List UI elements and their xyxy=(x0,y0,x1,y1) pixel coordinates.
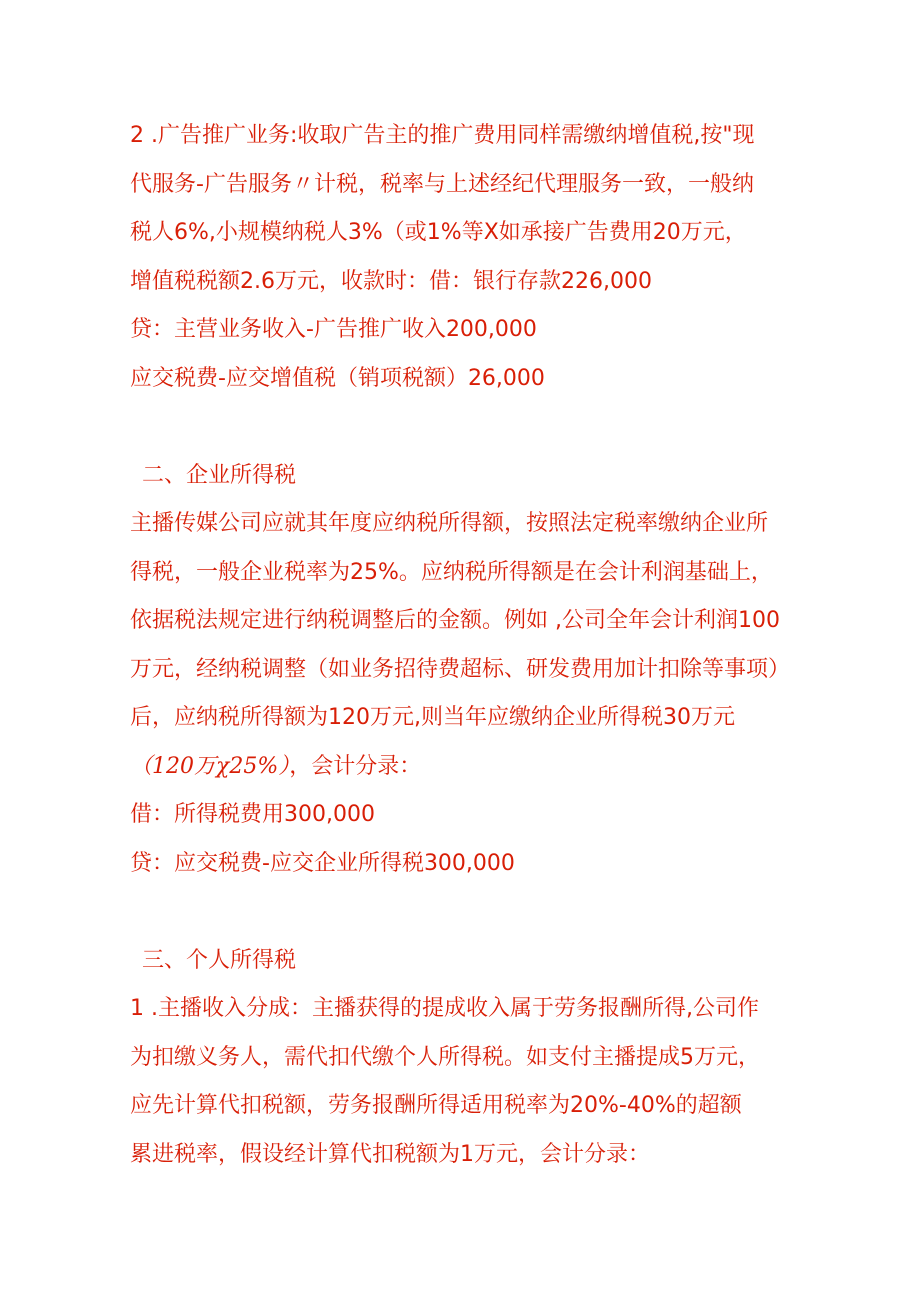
journal-debit-line: 借：所得税费用300,000 xyxy=(130,802,375,827)
paragraph-line: 累进税率，假设经计算代扣税额为1万元，会计分录： xyxy=(130,1141,650,1167)
section-corporate-income-tax xyxy=(130,452,820,889)
paragraph-line: 依据税法规定进行纳税调整后的金额。例如 ,公司全年会计利润100 xyxy=(130,608,780,633)
paragraph-line: 贷：主营业务收入-广告推广收入200,000 xyxy=(130,317,537,342)
paragraph-line: 为扣缴义务人，需代扣代缴个人所得税。如支付主播提成5万元， xyxy=(130,1044,760,1070)
journal-credit-line: 贷：应交税费-应交企业所得税300,000 xyxy=(130,850,515,876)
paragraph-line: 万元，经纳税调整（如业务招待费超标、研发费用加计扣除等事项） xyxy=(130,656,791,682)
spacer xyxy=(130,888,820,937)
paragraph-line: 应先计算代扣税额，劳务报酬所得适用税率为20%-40%的超额 xyxy=(130,1093,742,1118)
paragraph-line: 应交税费-应交增值税（销项税额）26,000 xyxy=(130,365,545,391)
tax-formula: （120万χ25%） xyxy=(130,753,290,779)
formula-tail: ，会计分录： xyxy=(289,753,422,779)
spacer xyxy=(130,403,820,452)
paragraph-line: 税人6%,小规模纳税人3%（或1%等X如承接广告费用20万元， xyxy=(130,220,747,245)
paragraph-line-formula xyxy=(130,743,820,792)
document-body xyxy=(130,112,820,1179)
paragraph-line: 代服务-广告服务〃计税，税率与上述经纪代理服务一致，一般纳 xyxy=(130,171,754,197)
paragraph-line: 1 .主播收入分成：主播获得的提成收入属于劳务报酬所得,公司作 xyxy=(130,996,759,1021)
paragraph-line: 得税，一般企业税率为25%。应纳税所得额是在会计利润基础上， xyxy=(130,559,773,585)
section-personal-income-tax xyxy=(130,937,820,1180)
paragraph-line: 增值税税额2.6万元，收款时：借：银行存款226,000 xyxy=(130,268,652,294)
section-heading: 二、企业所得税 xyxy=(142,462,297,488)
paragraph-line: 主播传媒公司应就其年度应纳税所得额，按照法定税率缴纳企业所 xyxy=(130,511,769,536)
paragraph-line: 2 .广告推广业务:收取广告主的推广费用同样需缴纳增值税,按"现 xyxy=(130,123,755,148)
section-heading: 三、个人所得税 xyxy=(142,947,297,973)
section-advertising-vat xyxy=(130,112,820,403)
paragraph-line: 后，应纳税所得额为120万元,则当年应缴纳企业所得税30万元 xyxy=(130,705,735,730)
